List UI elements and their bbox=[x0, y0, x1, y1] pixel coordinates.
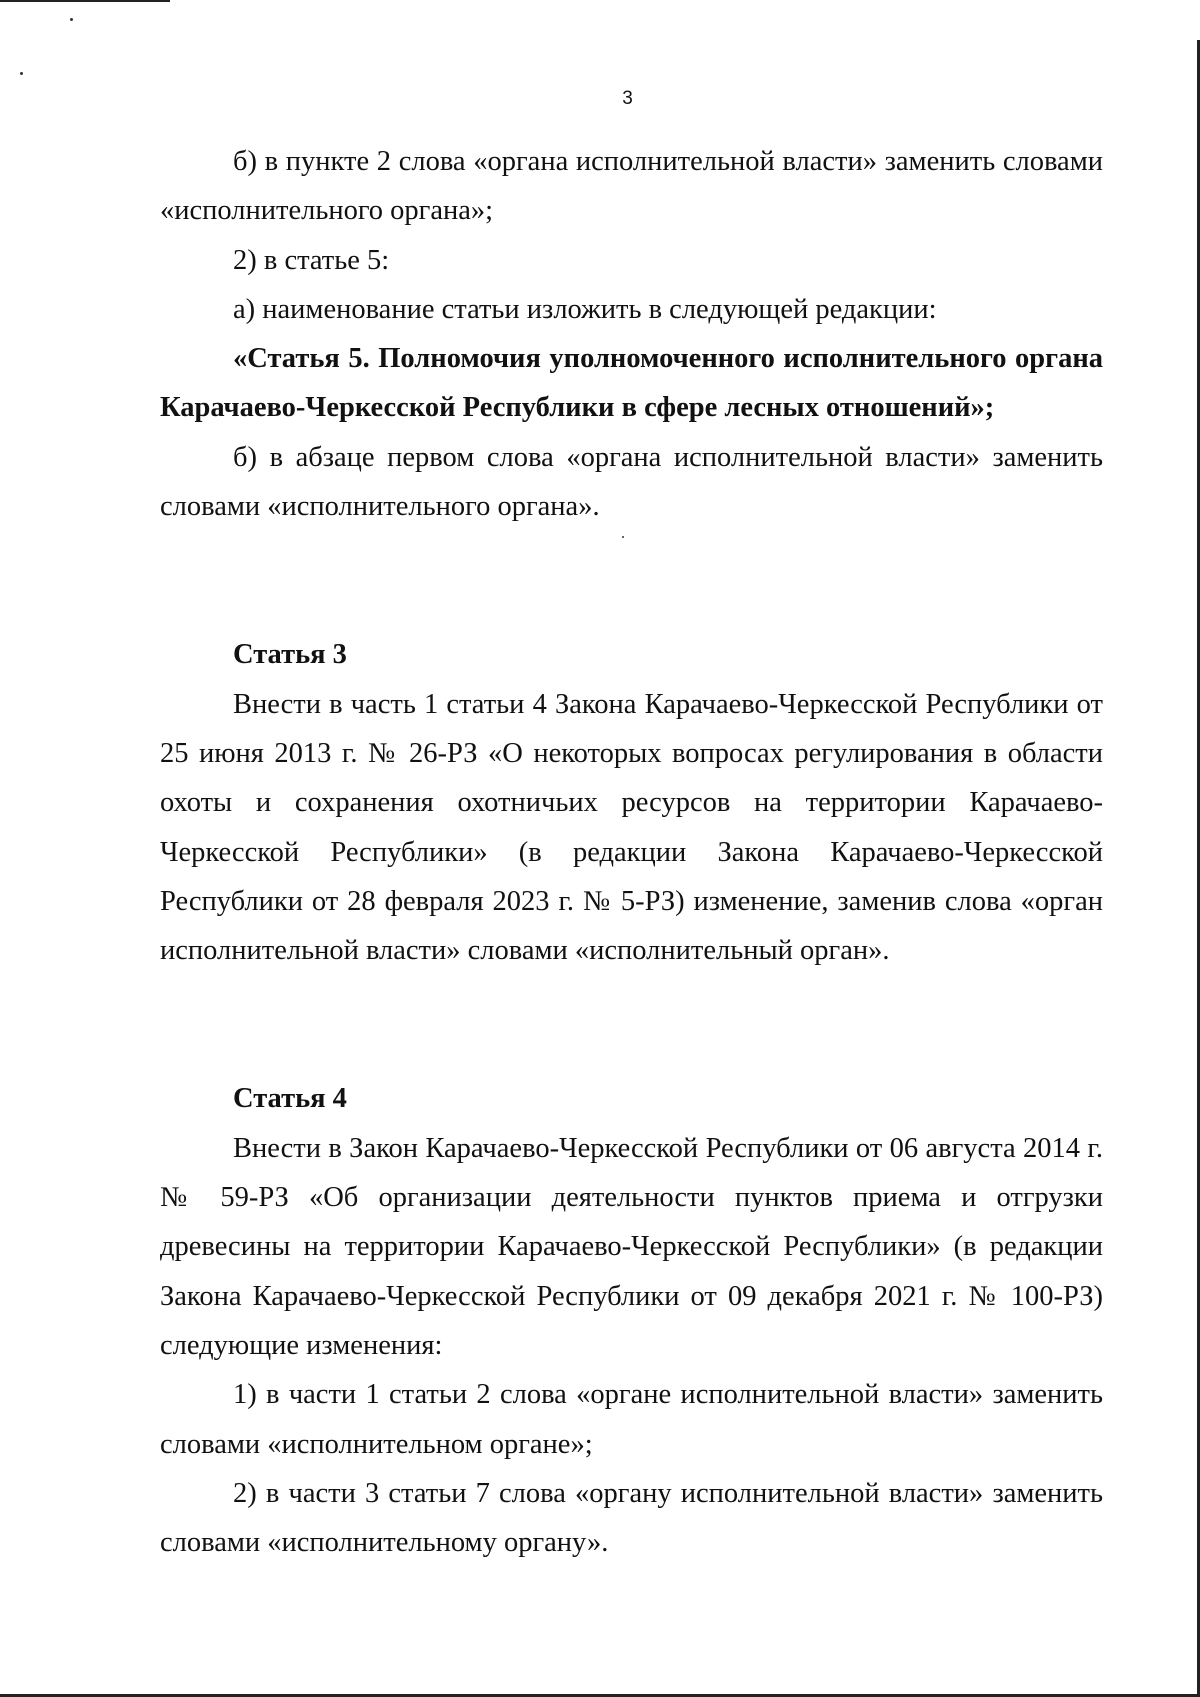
section-spacer bbox=[160, 531, 1103, 630]
article-4-item: 2) в части 3 статьи 7 слова «органу исполнительной власти» заменить словами «исполнительному органу». bbox=[160, 1477, 1103, 1559]
article-4-item: 1) в части 1 статьи 2 слова «органе исполнительной власти» заменить словами «исполнительном органе»; bbox=[160, 1379, 1103, 1460]
article-3-heading: Статья 3 bbox=[233, 639, 347, 671]
scan-speck bbox=[20, 72, 23, 75]
amendment-paragraph: б) в абзаце первом слова «органа исполнительной власти» заменить словами «исполнительного органа». bbox=[160, 441, 1103, 523]
scan-border-top bbox=[0, 0, 170, 2]
article-title-quote: «Статья 5. Полномочия уполномоченного исполнительного органа Карачаево-Черкесской Республики в сфере лесных отношений»; bbox=[160, 343, 1103, 424]
amendment-paragraph: 2) в статье 5: bbox=[233, 244, 390, 276]
scan-speck bbox=[70, 18, 73, 21]
section-spacer bbox=[160, 975, 1103, 1074]
article-4-text: Внести в Закон Карачаево-Черкесской Республики от 06 августа 2014 г. № 59-РЗ «Об организации деятельности пунктов приема и отгрузки древесины на территории Карачаево-Черкесской Республики» (в редакции Закона Карачаево-Черкесской Республики от 09 декабря 2021 г. № 100-РЗ) следующие изменения: bbox=[160, 1132, 1103, 1361]
amendment-paragraph: б) в пункте 2 слова «органа исполнительной власти» заменить словами «исполнительного органа»; bbox=[160, 146, 1103, 227]
amendment-paragraph: а) наименование статьи изложить в следующей редакции: bbox=[233, 293, 937, 325]
document-body bbox=[160, 137, 1103, 1567]
page-number: 3 bbox=[622, 88, 633, 109]
article-3-text: Внести в часть 1 статьи 4 Закона Карачаево-Черкесской Республики от 25 июня 2013 г. № 26-РЗ «О некоторых вопросах регулирования в области охоты и сохранения охотничьих ресурсов на территории Карачаево-Черкесской Республики» (в редакции Закона Карачаево-Черкесской Республики от 28 февраля 2023 г. № 5-РЗ) изменение, заменив слова «орган исполнительной власти» словами «исполнительный орган». bbox=[160, 688, 1103, 967]
article-4-heading: Статья 4 bbox=[233, 1083, 347, 1115]
